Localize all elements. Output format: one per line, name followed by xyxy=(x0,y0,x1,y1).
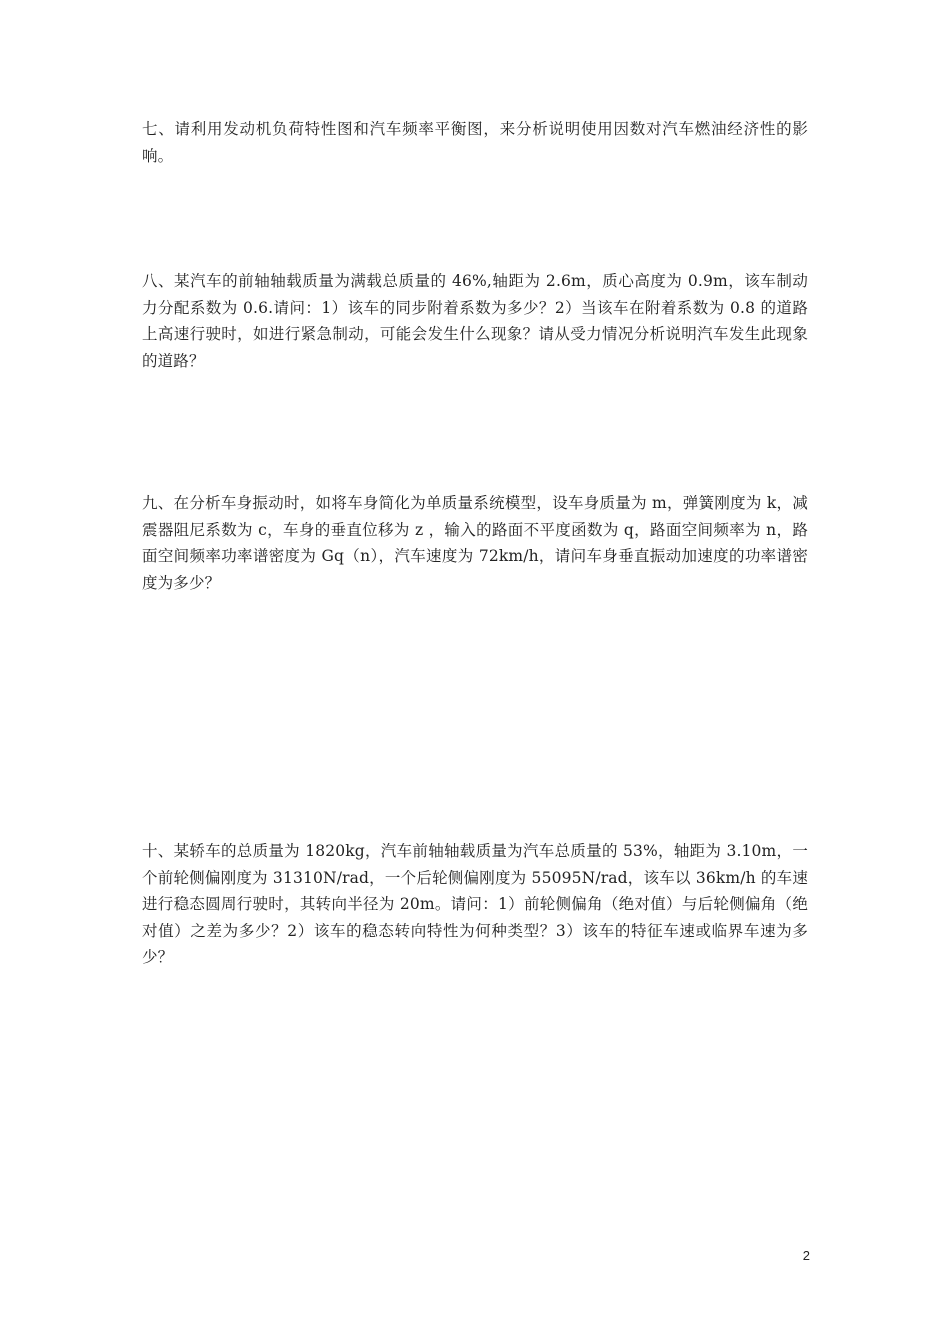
question-10: 十、某轿车的总质量为 1820kg，汽车前轴轴载质量为汽车总质量的 53%，轴距为 3.10m，一个前轮侧偏刚度为 31310N/rad，一个后轮侧偏刚度为 55095N/rad，该车以 36km/h 的车速进行稳态圆周行驶时，其转向半径为 20m。请问：1）前轮侧偏角（绝对值）与后轮侧偏角（绝对值）之差为多少？2）该车的稳态转向特性为何种类型？3）该车的特征车速或临界车速为多少？ xyxy=(142,842,808,966)
page-number: 2 xyxy=(802,1248,810,1263)
question-8: 八、某汽车的前轴轴载质量为满载总质量的 46%,轴距为 2.6m，质心高度为 0.9m，该车制动力分配系数为 0.6.请问：1）该车的同步附着系数为多少？2）当该车在附着系数为 0.8 的道路上高速行驶时，如进行紧急制动，可能会发生什么现象？请从受力情况分析说明汽车发生此现象的道路？ xyxy=(142,272,808,370)
question-9: 九、在分析车身振动时，如将车身简化为单质量系统模型，设车身质量为 m，弹簧刚度为 k，减震器阻尼系数为 c，车身的垂直位移为 z ，输入的路面不平度函数为 q，路面空间频率为 n，路面空间频率功率谱密度为 Gq（n），汽车速度为 72km/h，请问车身垂直振动加速度的功率谱密度为多少？ xyxy=(142,494,808,592)
question-7: 七、请利用发动机负荷特性图和汽车频率平衡图，来分析说明使用因数对汽车燃油经济性的影响。 xyxy=(142,120,808,165)
